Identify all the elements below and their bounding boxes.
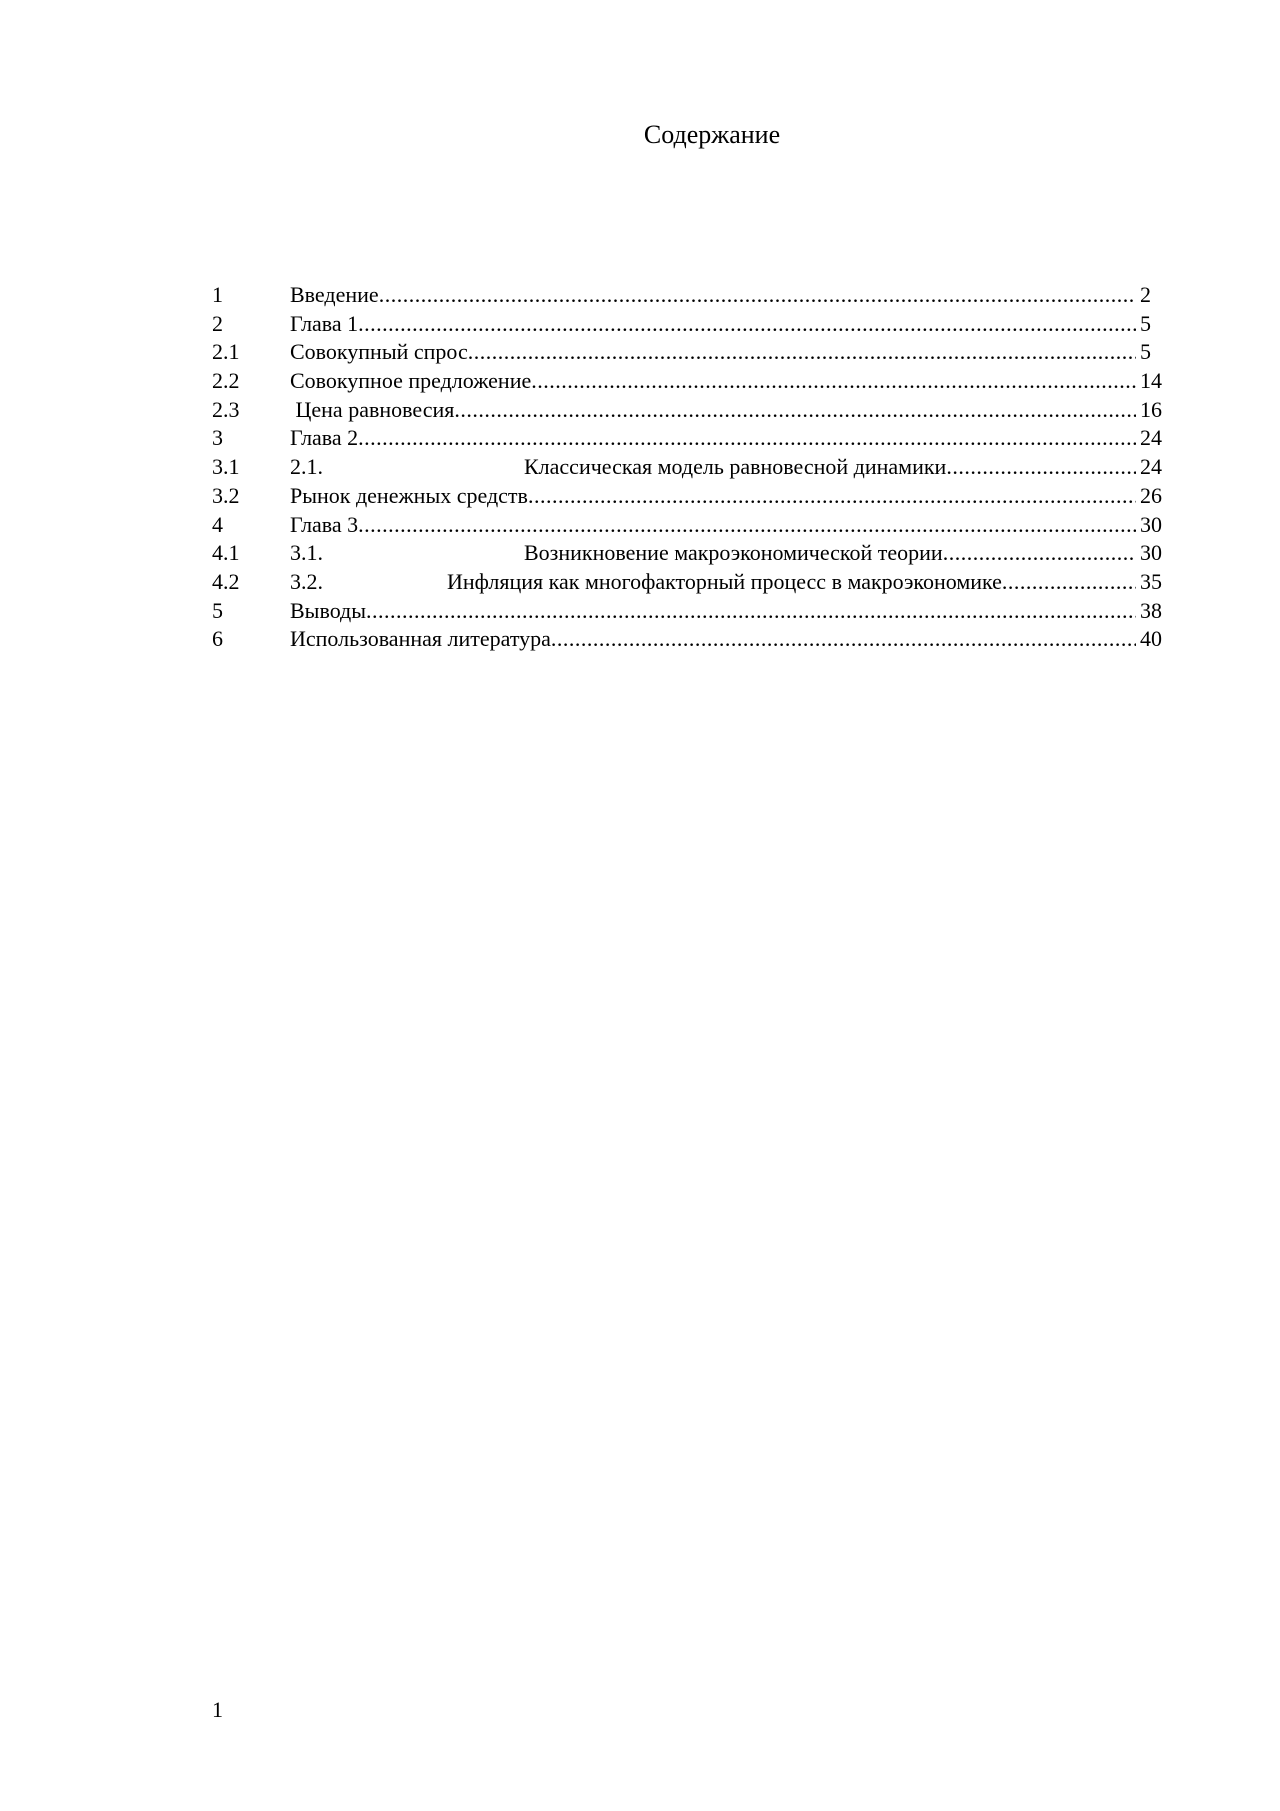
toc-number: 4.2 <box>212 568 240 594</box>
toc-title: Классическая модель равновесной динамики <box>524 454 947 480</box>
toc-row-2 <box>212 310 1180 339</box>
toc-title: Рынок денежных средств <box>290 482 528 508</box>
toc-entry <box>290 424 1136 453</box>
toc-page-number: 24 <box>1136 453 1180 482</box>
toc-entry <box>290 396 1136 425</box>
toc-row-3 <box>212 338 1180 367</box>
toc-title: Инфляция как многофакторный процесс в макроэкономике <box>447 568 1002 594</box>
page-title: Содержание <box>643 120 781 149</box>
toc-title: Использованная литература <box>290 626 551 652</box>
toc-number: 2.1 <box>212 339 240 365</box>
toc-row-7 <box>212 453 1180 482</box>
toc-row-12 <box>212 597 1180 626</box>
toc-page-number: 14 <box>1136 367 1180 396</box>
toc-row-9 <box>212 511 1180 540</box>
toc-entry <box>290 453 1136 482</box>
toc-title: Совокупное предложение <box>290 368 532 394</box>
toc-entry <box>290 539 1136 568</box>
toc-title: Возникновение макроэкономической теории <box>524 540 943 566</box>
page-number: 1 <box>212 1697 223 1722</box>
toc-number: 2 <box>212 310 223 336</box>
toc-number: 3 <box>212 425 223 451</box>
toc-title: Введение <box>290 282 379 307</box>
table-of-contents <box>212 281 1180 654</box>
toc-row-5 <box>212 396 1180 425</box>
toc-number: 3.2 <box>212 482 240 508</box>
toc-page-number: 5 <box>1136 310 1180 339</box>
toc-row-8 <box>212 482 1180 511</box>
toc-page-number: 24 <box>1136 424 1180 453</box>
toc-entry <box>290 511 1136 540</box>
toc-number: 3.1 <box>212 454 240 480</box>
toc-entry <box>290 625 1136 654</box>
toc-row-6 <box>212 424 1180 453</box>
toc-page-number: 26 <box>1136 482 1180 511</box>
toc-entry <box>290 310 1136 339</box>
toc-subnumber: 3.2. <box>290 568 447 597</box>
toc-title: Глава 2 <box>290 425 359 451</box>
toc-number: 5 <box>212 597 223 623</box>
toc-number: 4 <box>212 511 223 537</box>
toc-entry <box>290 367 1136 396</box>
toc-number: 4.1 <box>212 540 240 566</box>
toc-row-11 <box>212 568 1180 597</box>
toc-number: 2.3 <box>212 396 240 422</box>
toc-number: 6 <box>212 626 223 652</box>
toc-title: Глава 1 <box>290 310 359 336</box>
toc-number: 1 <box>212 282 223 307</box>
toc-page-number: 40 <box>1136 625 1180 654</box>
toc-entry <box>290 281 1136 310</box>
toc-title: Выводы <box>290 597 367 623</box>
toc-entry <box>290 482 1136 511</box>
toc-subnumber: 3.1. <box>290 539 524 568</box>
toc-number: 2.2 <box>212 368 240 394</box>
toc-subnumber: 2.1. <box>290 453 524 482</box>
toc-title: Глава 3 <box>290 511 359 537</box>
toc-row-10 <box>212 539 1180 568</box>
toc-page-number: 38 <box>1136 597 1180 626</box>
toc-entry <box>290 597 1136 626</box>
toc-row-1 <box>212 281 1180 310</box>
toc-title: Совокупный спрос <box>290 339 468 365</box>
toc-row-4 <box>212 367 1180 396</box>
toc-page-number: 35 <box>1136 568 1180 597</box>
toc-page-number: 5 <box>1136 338 1180 367</box>
toc-row-13 <box>212 625 1180 654</box>
toc-entry <box>290 338 1136 367</box>
toc-page-number: 2 <box>1136 281 1180 310</box>
toc-page-number: 16 <box>1136 396 1180 425</box>
toc-title: Цена равновесия <box>290 396 455 422</box>
toc-page-number: 30 <box>1136 539 1180 568</box>
toc-page-number: 30 <box>1136 511 1180 540</box>
toc-entry <box>290 568 1136 597</box>
